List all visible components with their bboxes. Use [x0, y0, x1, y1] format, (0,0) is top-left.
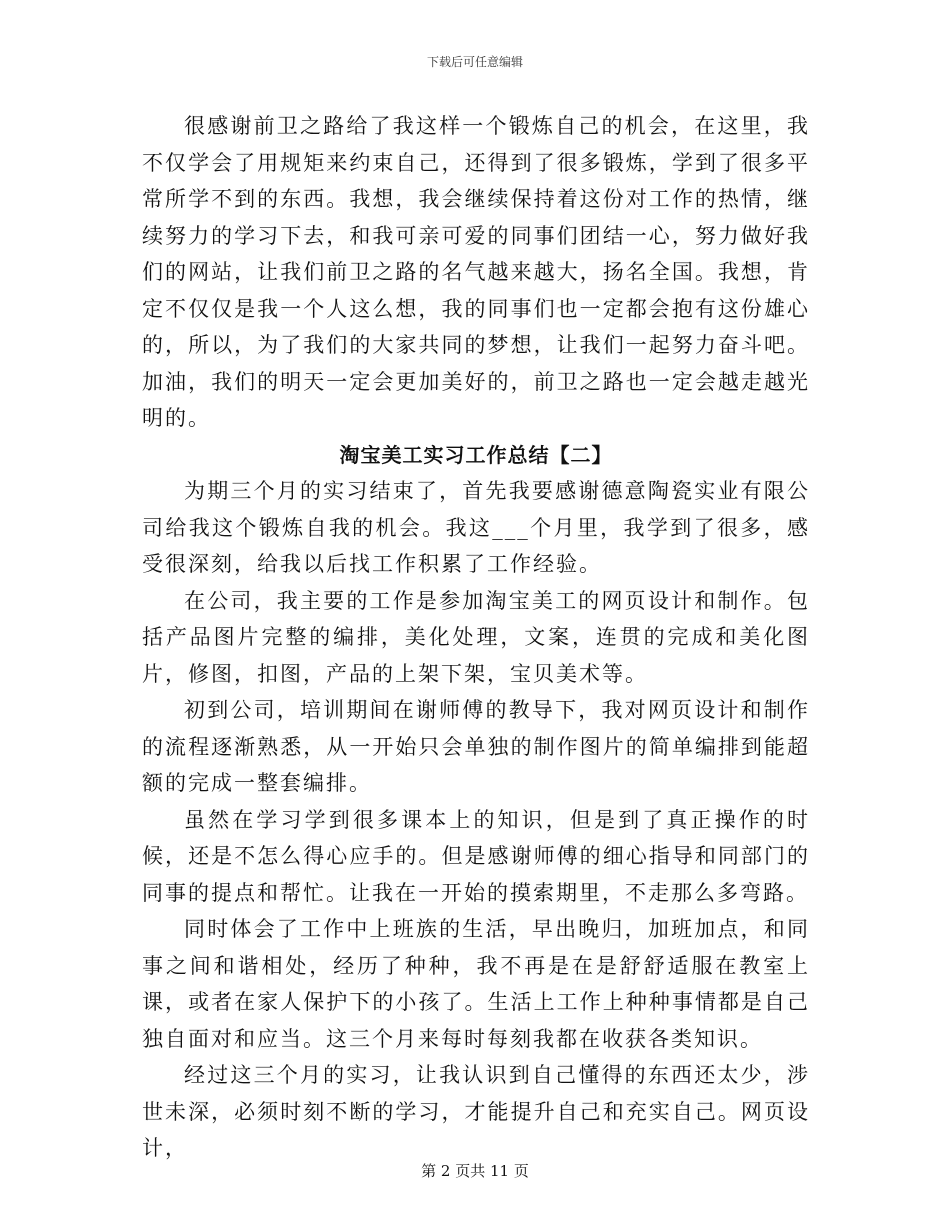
paragraph-intro: 很感谢前卫之路给了我这样一个锻炼自己的机会，在这里，我不仅学会了用规矩来约束自己，还得到了很多锻炼，学到了很多平常所学不到的东西。我想，我会继续保持着这份对工作的热情，继续努力的学习下去，和我可亲可爱的同事们团结一心，努力做好我们的网站，让我们前卫之路的名气越来越大，扬名全国。我想，肯定不仅仅是我一个人这么想，我的同事们也一定都会抱有这份雄心的，所以，为了我们的大家共同的梦想，让我们一起努力奋斗吧。加油，我们的明天一定会更加美好的，前卫之路也一定会越走越光明的。 [142, 114, 810, 430]
page-footer: 第 2 页共 11 页 [421, 1162, 529, 1180]
paragraph-4: 虽然在学习学到很多课本上的知识，但是到了真正操作的时候，还是不怎么得心应手的。但是感谢师傅的细心指导和同部门的同事的提点和帮忙。让我在一开始的摸索期里，不走那么多弯路。 [142, 807, 810, 905]
paragraph-5: 同时体会了工作中上班族的生活，早出晚归，加班加点，和同事之间和谐相处，经历了种种，我不再是在是舒舒适服在教室上课，或者在家人保护下的小孩了。生活上工作上种种事情都是自己独自面对和应当。这三个月来每时每刻我都在收获各类知识。 [142, 917, 810, 1051]
paragraph-2: 在公司，我主要的工作是参加淘宝美工的网页设计和制作。包括产品图片完整的编排，美化处理，文案，连贯的完成和美化图片，修图，扣图，产品的上架下架，宝贝美术等。 [142, 588, 810, 686]
paragraph-1: 为期三个月的实习结束了，首先我要感谢德意陶瓷实业有限公司给我这个锻炼自我的机会。我这___个月里，我学到了很多，感受很深刻，给我以后找工作积累了工作经验。 [142, 479, 810, 576]
page-header: 下载后可任意编辑 [426, 55, 523, 69]
paragraph-6: 经过这三个月的实习，让我认识到自己懂得的东西还太少，涉世未深，必须时刻不断的学习，才能提升自己和充实自己。网页设计， [142, 1063, 810, 1160]
section-title: 淘宝美工实习工作总结【二】 [339, 442, 613, 467]
document-body [142, 108, 810, 1167]
paragraph-3: 初到公司，培训期间在谢师傅的教导下，我对网页设计和制作的流程逐渐熟悉，从一开始只会单独的制作图片的简单编排到能超额的完成一整套编排。 [142, 698, 810, 795]
